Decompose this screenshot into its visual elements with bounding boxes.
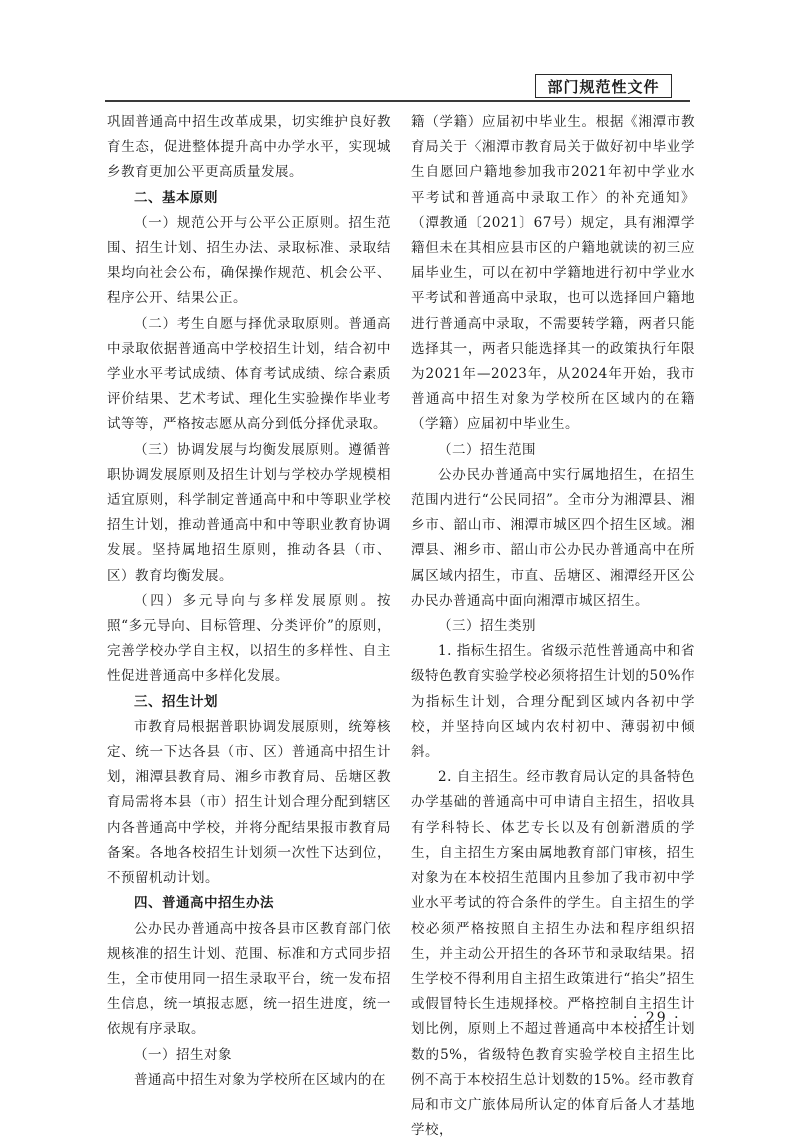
paragraph: （二）考生自愿与择优录取原则。普通高中录取依据普通高中学校招生计划，结合初中学业水平考试成绩、体育考试成绩、综合素质评价结果、艺术考试、理化生实验操作毕业考试等等，严格按志愿从高分到低分择优录取。 (107, 315, 391, 433)
right-text-column (411, 110, 695, 1143)
paragraph: （四）多元导向与多样发展原则。按照“多元导向、目标管理、分类评价”的原则，完善学校办学自主权，以招生的多样性、自主性促进普通高中多样化发展。 (107, 592, 391, 685)
header-divider (105, 100, 690, 102)
paragraph-continued: 籍（学籍）应届初中毕业生。根据《湘潭市教育局关于〈湘潭市教育局关于做好初中毕业学生自愿回户籍地参加我市2021年初中学业水平考试和普通高中录取工作〉的补充通知》（潭教通〔2021〕67号）规定，具有湘潭学籍但未在其相应县市区的户籍地就读的初三应届毕业生，可以在初中学籍地进行初中学业水平考试和普通高中录取，也可以选择回户籍地进行普通高中录取，不需要转学籍，两者只能选择其一，两者只能选择其一的政策执行年限为2021年—2023年，从2024年开始，我市普通高中招生对象为学校所在区域内的在籍（学籍）应届初中毕业生。 (411, 114, 695, 433)
paragraph: 1. 指标生招生。省级示范性普通高中和省级特色教育实验学校必须将招生计划的50%作为指标生计划，合理分配到区域内各初中学校，并坚持向区域内农村初中、薄弱初中倾斜。 (411, 643, 695, 761)
left-text-column (107, 110, 391, 1093)
paragraph: （二）招生范围 (438, 441, 536, 458)
paragraph-continued: 巩固普通高中招生改革成果，切实维护良好教育生态，促进整体提升高中办学水平，实现城乡教育更加公平更高质量发展。 (107, 114, 391, 181)
paragraph: （一）规范公开与公平公正原则。招生范围、招生计划、招生办法、录取标准、录取结果均向社会公布，确保操作规范、机会公平、程序公开、结果公正。 (107, 214, 391, 307)
paragraph: 公办民办普通高中实行属地招生，在招生范围内进行“公民同招”。全市分为湘潭县、湘乡市、韶山市、湘潭市城区四个招生区域。湘潭县、湘乡市、韶山市公办民办普通高中在所属区域内招生，市直、岳塘区、湘潭经开区公办民办普通高中面向湘潭市城区招生。 (411, 466, 695, 609)
section-heading: 二、基本原则 (134, 189, 218, 206)
paragraph: 2. 自主招生。经市教育局认定的具备特色办学基础的普通高中可申请自主招生，招收具有学科特长、体艺专长以及有创新潜质的学生，自主招生方案由属地教育部门审核，招生对象为在本校招生范围内且参加了我市初中学业水平考试的符合条件的学生。自主招生的学校必须严格按照自主招生办法和程序组织招生，并主动公开招生的各环节和录取结果。招生学校不得利用自主招生政策进行“掐尖”招生或假冒特长生违规择校。严格控制自主招生计划比例，原则上不超过普通高中本校招生计划数的5%，省级特色教育实验学校自主招生比例不高于本校招生总计划数的15%。经市教育局和市文广旅体局所认定的体育后备人才基地学校， (411, 769, 695, 1139)
paragraph: 公办民办普通高中按各县市区教育部门依规核准的招生计划、范围、标准和方式同步招生，全市使用同一招生录取平台，统一发布招生信息，统一填报志愿，统一招生进度，统一依规有序录取。 (107, 920, 391, 1038)
section-heading: 三、招生计划 (134, 693, 218, 710)
paragraph: （一）招生对象 (134, 1046, 232, 1063)
paragraph: 普通高中招生对象为学校所在区域内的在 (134, 1071, 386, 1088)
section-label: 部门规范性文件 (535, 74, 672, 98)
paragraph: 市教育局根据普职协调发展原则，统筹核定、统一下达各县（市、区）普通高中招生计划，湘潭县教育局、湘乡市教育局、岳塘区教育局需将本县（市）招生计划合理分配到辖区内各普通高中学校，并将分配结果报市教育局备案。各地各校招生计划须一次性下达到位，不预留机动计划。 (107, 718, 391, 887)
paragraph: （三）招生类别 (438, 618, 536, 635)
paragraph: （三）协调发展与均衡发展原则。遵循普职协调发展原则及招生计划与学校办学规模相适宜原则，科学制定普通高中和中等职业学校招生计划，推动普通高中和中等职业教育协调发展。坚持属地招生原则，推动各县（市、区）教育均衡发展。 (107, 441, 391, 584)
page-number: · 29 · (633, 1010, 681, 1026)
section-heading: 四、普通高中招生办法 (134, 895, 274, 912)
